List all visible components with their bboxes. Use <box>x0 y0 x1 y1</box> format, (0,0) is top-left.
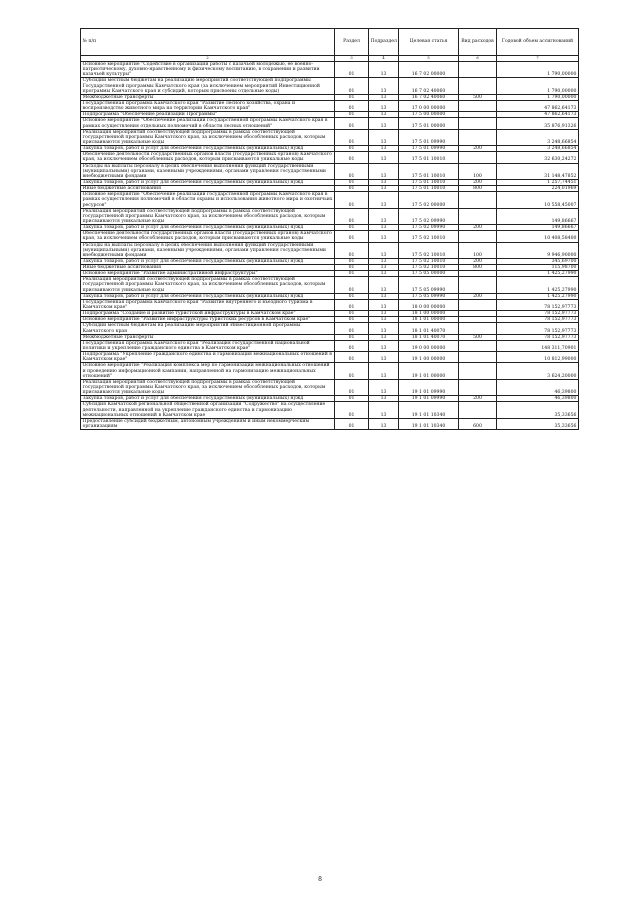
row-subsection-cell: 13 <box>369 112 399 118</box>
row-amount-cell: 78 152,97773 <box>497 317 579 323</box>
table-row <box>81 352 579 363</box>
row-amount-cell: 148 311,70901 <box>497 340 579 351</box>
row-expense-type-cell <box>459 379 497 395</box>
row-expense-type-cell: 200 <box>459 146 497 152</box>
row-amount-cell: 149,86667 <box>497 208 579 224</box>
row-expense-type-cell <box>459 402 497 418</box>
row-section-cell: 01 <box>335 179 369 185</box>
row-section-cell: 01 <box>335 265 369 271</box>
row-target-cell: 18 1 01 40070 <box>399 334 459 340</box>
row-target-cell: 17 5 02 10010 <box>399 265 459 271</box>
row-section-cell: 01 <box>335 129 369 145</box>
table-row <box>81 208 579 224</box>
row-section-cell: 01 <box>335 163 369 179</box>
row-subsection-cell: 13 <box>369 100 399 111</box>
row-section-cell: 01 <box>335 323 369 334</box>
row-target-cell: 19 1 01 09990 <box>399 379 459 395</box>
row-amount-cell: 78 152,97773 <box>497 299 579 310</box>
row-section-cell: 01 <box>335 225 369 231</box>
row-target-cell: 18 1 01 00000 <box>399 317 459 323</box>
row-expense-type-cell: 500 <box>459 94 497 100</box>
header-subsection: Подраздел <box>369 29 399 56</box>
numbering-cell: 5 <box>399 56 459 62</box>
row-name-cell: Государственная программа Камчатского края "Реализация государственной национальной политики и укрепление гражданского единства в Камчатском крае" <box>81 340 335 351</box>
row-expense-type-cell <box>459 100 497 111</box>
row-target-cell: 17 0 00 00000 <box>399 100 459 111</box>
row-name-cell: Субсидия Камчатской региональной общественной организации "Содружество" на осуществление деятельности, направленной на укрепление гражданского единства и гармонизацию межнациональных отношений в Камчатском крае <box>81 402 335 418</box>
row-section-cell: 01 <box>335 379 369 395</box>
table-row <box>81 402 579 418</box>
row-amount-cell: 78 152,97773 <box>497 311 579 317</box>
row-amount-cell: 1 425,27990 <box>497 277 579 293</box>
row-subsection-cell: 13 <box>369 334 399 340</box>
row-target-cell: 17 5 01 09990 <box>399 146 459 152</box>
row-expense-type-cell: 100 <box>459 163 497 179</box>
row-target-cell: 17 5 00 00000 <box>399 112 459 118</box>
table-row <box>81 379 579 395</box>
row-section-cell: 01 <box>335 317 369 323</box>
row-section-cell: 01 <box>335 402 369 418</box>
row-amount-cell: 1 257,74451 <box>497 179 579 185</box>
row-section-cell: 01 <box>335 258 369 264</box>
row-section-cell: 01 <box>335 334 369 340</box>
row-target-cell: 19 0 00 00000 <box>399 340 459 351</box>
row-expense-type-cell <box>459 340 497 351</box>
row-target-cell: 17 5 01 10010 <box>399 152 459 163</box>
row-amount-cell: 10 812,99000 <box>497 352 579 363</box>
row-name-cell: Закупка товаров, работ и услуг для обеспечения государственных (муниципальных) нужд <box>81 179 335 185</box>
row-name-cell: Закупка товаров, работ и услуг для обеспечения государственных (муниципальных) нужд <box>81 225 335 231</box>
row-subsection-cell: 13 <box>369 323 399 334</box>
row-amount-cell: 3 248,66854 <box>497 129 579 145</box>
row-name-cell: Межбюджетные трансферты <box>81 94 335 100</box>
row-amount-cell: 78 152,97773 <box>497 323 579 334</box>
row-subsection-cell: 13 <box>369 258 399 264</box>
row-subsection-cell: 13 <box>369 231 399 242</box>
row-target-cell: 17 5 05 00000 <box>399 271 459 277</box>
row-name-cell: Подпрограмма "Создание и развитие туристской инфраструктуры в Камчатском крае" <box>81 311 335 317</box>
table-row <box>81 192 579 208</box>
table-row <box>81 231 579 242</box>
row-section-cell: 01 <box>335 340 369 351</box>
row-subsection-cell: 13 <box>369 402 399 418</box>
row-expense-type-cell: 200 <box>459 225 497 231</box>
row-expense-type-cell <box>459 323 497 334</box>
row-section-cell: 01 <box>335 271 369 277</box>
row-target-cell: 17 5 01 00000 <box>399 118 459 129</box>
row-target-cell: 16 7 02 40060 <box>399 78 459 94</box>
row-subsection-cell: 13 <box>369 118 399 129</box>
row-name-cell: Реализация мероприятий соответствующей подпрограммы в рамках соответствующей государственной программы Камчатского края, за исключением обособленных расходов, которым присваиваются уникальные коды <box>81 277 335 293</box>
numbering-cell: 6 <box>459 56 497 62</box>
row-section-cell: 01 <box>335 299 369 310</box>
table-row <box>81 277 579 293</box>
table-row <box>81 299 579 310</box>
row-amount-cell: 47 862,64173 <box>497 112 579 118</box>
table-header-row <box>81 29 579 56</box>
row-name-cell: Расходы на выплаты персоналу в целях обеспечения выполнения функций государственными (муниципальными) органами, казенными учреждениями, органами управления государственными внебюджетными фондами <box>81 242 335 258</box>
table-row <box>81 323 579 334</box>
row-target-cell: 17 5 01 10010 <box>399 179 459 185</box>
row-section-cell: 01 <box>335 112 369 118</box>
row-expense-type-cell <box>459 277 497 293</box>
row-target-cell: 19 1 00 00000 <box>399 352 459 363</box>
row-expense-type-cell: 200 <box>459 396 497 402</box>
row-subsection-cell: 13 <box>369 271 399 277</box>
row-section-cell: 01 <box>335 62 369 78</box>
row-name-cell: Государственная программа Камчатского края "Развитие лесного хозяйства, охрана и воспроизводство животного мира на территории Камчатского края" <box>81 100 335 111</box>
row-name-cell: Подпрограмма "Укрепление гражданского единства и гармонизация межнациональных отношений в Камчатском крае" <box>81 352 335 363</box>
row-subsection-cell: 13 <box>369 265 399 271</box>
budget-table <box>80 28 579 430</box>
row-section-cell: 01 <box>335 118 369 129</box>
row-section-cell: 01 <box>335 311 369 317</box>
row-name-cell: Основное мероприятие "Развитие инфраструктуры туристских ресурсов в Камчатском крае" <box>81 317 335 323</box>
row-expense-type-cell <box>459 231 497 242</box>
row-section-cell: 01 <box>335 242 369 258</box>
header-num: № п/п <box>81 29 335 56</box>
row-amount-cell: 1 790,00000 <box>497 78 579 94</box>
row-amount-cell: 1 425,27990 <box>497 293 579 299</box>
row-target-cell: 18 1 00 00000 <box>399 311 459 317</box>
row-expense-type-cell: 800 <box>459 265 497 271</box>
row-expense-type-cell <box>459 129 497 145</box>
row-amount-cell: 35,33656 <box>497 418 579 429</box>
row-target-cell: 17 5 01 10010 <box>399 186 459 192</box>
row-amount-cell: 47 862,64173 <box>497 100 579 111</box>
row-expense-type-cell <box>459 192 497 208</box>
row-section-cell: 01 <box>335 208 369 224</box>
table-row <box>81 242 579 258</box>
row-amount-cell: 35,33656 <box>497 402 579 418</box>
row-subsection-cell: 13 <box>369 78 399 94</box>
row-subsection-cell: 13 <box>369 352 399 363</box>
row-name-cell: Основное мероприятие "Развитие административной инфраструктуры" <box>81 271 335 277</box>
row-amount-cell: 10 408,58400 <box>497 231 579 242</box>
numbering-cell: 7 <box>497 56 579 62</box>
row-expense-type-cell: 200 <box>459 179 497 185</box>
row-name-cell: Реализация мероприятий соответствующей подпрограммы в рамках соответствующей государственной программы Камчатского края, за исключением обособленных расходов, которым присваиваются уникальные коды <box>81 208 335 224</box>
row-expense-type-cell <box>459 152 497 163</box>
row-target-cell: 17 5 02 10010 <box>399 258 459 264</box>
table-row <box>81 340 579 351</box>
row-subsection-cell: 13 <box>369 163 399 179</box>
row-subsection-cell: 13 <box>369 186 399 192</box>
row-target-cell: 16 7 02 00000 <box>399 62 459 78</box>
row-amount-cell: 46,39800 <box>497 396 579 402</box>
row-amount-cell: 3 248,66854 <box>497 146 579 152</box>
row-expense-type-cell <box>459 118 497 129</box>
row-subsection-cell: 13 <box>369 277 399 293</box>
row-section-cell: 01 <box>335 192 369 208</box>
row-section-cell: 01 <box>335 396 369 402</box>
row-subsection-cell: 13 <box>369 192 399 208</box>
row-target-cell: 19 1 01 00000 <box>399 363 459 379</box>
row-target-cell: 17 5 01 10010 <box>399 163 459 179</box>
row-name-cell: Обеспечение деятельности государственных органов власти (государственных органов) Камчатского края, за исключением обособленных расходов, которым присваиваются уникальные коды <box>81 231 335 242</box>
row-name-cell: Основное мероприятие "Обеспечение реализации государственной программы Камчатского края в рамках осуществления полномочий в области охраны и использования животного мира и охотничьих ресурсов" <box>81 192 335 208</box>
row-amount-cell: 1 790,00000 <box>497 62 579 78</box>
row-target-cell: 17 5 02 00000 <box>399 192 459 208</box>
row-subsection-cell: 13 <box>369 225 399 231</box>
row-subsection-cell: 13 <box>369 242 399 258</box>
row-name-cell: Иные бюджетные ассигнования <box>81 265 335 271</box>
numbering-cell: 2 <box>81 56 335 62</box>
row-name-cell: Субсидии местным бюджетам на реализацию мероприятий Инвестиционной программы Камчатского края <box>81 323 335 334</box>
row-subsection-cell: 13 <box>369 299 399 310</box>
row-amount-cell: 9 946,90000 <box>497 242 579 258</box>
row-name-cell: Реализация мероприятий соответствующей подпрограммы в рамках соответствующей государственной программы Камчатского края, за исключением обособленных расходов, которым присваиваются уникальные коды <box>81 379 335 395</box>
row-section-cell: 01 <box>335 363 369 379</box>
row-section-cell: 01 <box>335 277 369 293</box>
row-amount-cell: 35 876,91326 <box>497 118 579 129</box>
row-name-cell: Субсидии местным бюджетам на реализацию мероприятий соответствующей подпрограммы Государственной программы Камчатского края (за исключением мероприятий Инвестиционной программы Камчатского края и субсидий, которым присвоены отдельные коды) <box>81 78 335 94</box>
row-name-cell: Основное мероприятие "Обеспечение реализации государственной программы Камчатского края в рамках осуществления отдельных полномочий в области лесных отношений" <box>81 118 335 129</box>
row-subsection-cell: 13 <box>369 396 399 402</box>
table-row <box>81 100 579 111</box>
row-expense-type-cell <box>459 352 497 363</box>
row-expense-type-cell <box>459 78 497 94</box>
row-section-cell: 01 <box>335 152 369 163</box>
row-target-cell: 19 1 01 10340 <box>399 402 459 418</box>
row-expense-type-cell <box>459 299 497 310</box>
row-subsection-cell: 13 <box>369 418 399 429</box>
row-target-cell: 17 5 02 09990 <box>399 208 459 224</box>
row-name-cell: Расходы на выплаты персоналу в целях обеспечения выполнения функций государственными (муниципальными) органами, казенными учреждениями, органами управления государственными внебюджетными фондами <box>81 163 335 179</box>
row-section-cell: 01 <box>335 352 369 363</box>
row-amount-cell: 32 630,24272 <box>497 152 579 163</box>
row-subsection-cell: 13 <box>369 146 399 152</box>
row-expense-type-cell: 200 <box>459 293 497 299</box>
row-subsection-cell: 13 <box>369 62 399 78</box>
row-target-cell: 18 0 00 00000 <box>399 299 459 310</box>
row-expense-type-cell <box>459 62 497 78</box>
row-name-cell: Закупка товаров, работ и услуг для обеспечения государственных (муниципальных) нужд <box>81 258 335 264</box>
row-target-cell: 17 5 05 09990 <box>399 277 459 293</box>
row-section-cell: 01 <box>335 231 369 242</box>
table-row <box>81 78 579 94</box>
row-target-cell: 18 1 01 40070 <box>399 323 459 334</box>
row-name-cell: Межбюджетные трансферты <box>81 334 335 340</box>
row-amount-cell: 10 558,45007 <box>497 192 579 208</box>
row-amount-cell: 78 152,97773 <box>497 334 579 340</box>
header-expense: Вид расходов <box>459 29 497 56</box>
row-section-cell: 01 <box>335 78 369 94</box>
row-target-cell: 19 1 01 10340 <box>399 418 459 429</box>
row-expense-type-cell: 200 <box>459 258 497 264</box>
table-row <box>81 152 579 163</box>
row-target-cell: 17 5 01 09990 <box>399 129 459 145</box>
row-expense-type-cell: 800 <box>459 186 497 192</box>
row-name-cell: Основное мероприятие "Содействие в организации работы с казачьей молодежью, ее военно-патриотическому, духовно-нравственному и физическому воспитанию, в сохранении и развитии казачьей культуры" <box>81 62 335 78</box>
row-subsection-cell: 13 <box>369 152 399 163</box>
row-subsection-cell: 13 <box>369 311 399 317</box>
row-expense-type-cell <box>459 363 497 379</box>
row-name-cell: Закупка товаров, работ и услуг для обеспечения государственных (муниципальных) нужд <box>81 396 335 402</box>
row-target-cell: 17 5 02 10010 <box>399 242 459 258</box>
numbering-cell: 3 <box>335 56 369 62</box>
row-amount-cell: 1 790,00000 <box>497 94 579 100</box>
row-name-cell: Реализация мероприятий соответствующей подпрограммы в рамках соответствующей государственной программы Камчатского края, за исключением обособленных расходов, которым присваиваются уникальные коды <box>81 129 335 145</box>
header-target: Целевая статья <box>399 29 459 56</box>
row-subsection-cell: 13 <box>369 340 399 351</box>
row-amount-cell: 31 148,47852 <box>497 163 579 179</box>
row-subsection-cell: 13 <box>369 179 399 185</box>
row-name-cell: Закупка товаров, работ и услуг для обеспечения государственных (муниципальных) нужд <box>81 293 335 299</box>
header-section: Раздел <box>335 29 369 56</box>
row-subsection-cell: 13 <box>369 293 399 299</box>
row-target-cell: 17 5 02 09990 <box>399 225 459 231</box>
row-amount-cell: 46,39800 <box>497 379 579 395</box>
header-amount: Годовой объем ассигнований <box>497 29 579 56</box>
row-subsection-cell: 13 <box>369 379 399 395</box>
table-row <box>81 62 579 78</box>
row-section-cell: 01 <box>335 146 369 152</box>
row-expense-type-cell <box>459 208 497 224</box>
row-amount-cell: 115,98700 <box>497 265 579 271</box>
row-expense-type-cell: 600 <box>459 418 497 429</box>
row-target-cell: 17 5 02 10010 <box>399 231 459 242</box>
numbering-cell: 4 <box>369 56 399 62</box>
row-name-cell: Подпрограмма "Обеспечение реализации Программы" <box>81 112 335 118</box>
table-row <box>81 418 579 429</box>
row-amount-cell: 224,01969 <box>497 186 579 192</box>
row-amount-cell: 345,69700 <box>497 258 579 264</box>
table-row <box>81 163 579 179</box>
row-name-cell: Иные бюджетные ассигнования <box>81 186 335 192</box>
row-name-cell: Закупка товаров, работ и услуг для обеспечения государственных (муниципальных) нужд <box>81 146 335 152</box>
row-name-cell: Предоставление субсидий бюджетным, автономным учреждениям и иным некоммерческим организациям <box>81 418 335 429</box>
row-subsection-cell: 13 <box>369 129 399 145</box>
row-section-cell: 01 <box>335 293 369 299</box>
row-target-cell: 17 5 05 09990 <box>399 293 459 299</box>
row-amount-cell: 1 425,27990 <box>497 271 579 277</box>
row-subsection-cell: 13 <box>369 317 399 323</box>
row-subsection-cell: 13 <box>369 363 399 379</box>
page-number: 8 <box>318 876 322 883</box>
row-target-cell: 16 7 02 40060 <box>399 94 459 100</box>
table-row <box>81 118 579 129</box>
row-section-cell: 01 <box>335 100 369 111</box>
row-section-cell: 01 <box>335 186 369 192</box>
row-subsection-cell: 13 <box>369 208 399 224</box>
row-amount-cell: 3 624,20000 <box>497 363 579 379</box>
row-subsection-cell: 13 <box>369 94 399 100</box>
row-section-cell: 01 <box>335 94 369 100</box>
table-row <box>81 129 579 145</box>
row-target-cell: 19 1 01 09990 <box>399 396 459 402</box>
row-name-cell: Основное мероприятие "Реализация комплекса мер по гармонизации межнациональных отношений и проведению информационной кампании, направленной на гармонизацию межнациональных отношений" <box>81 363 335 379</box>
table-body <box>81 62 579 430</box>
row-section-cell: 01 <box>335 418 369 429</box>
table-row <box>81 363 579 379</box>
row-expense-type-cell: 100 <box>459 242 497 258</box>
row-name-cell: Обеспечение деятельности государственных органов власти (государственных органов) Камчатского края, за исключением обособленных расходов, которым присваиваются уникальные коды <box>81 152 335 163</box>
row-expense-type-cell: 500 <box>459 334 497 340</box>
row-amount-cell: 149,86667 <box>497 225 579 231</box>
row-name-cell: Государственная программа Камчатского края "Развитие внутреннего и въездного туризма в Камчатском крае" <box>81 299 335 310</box>
